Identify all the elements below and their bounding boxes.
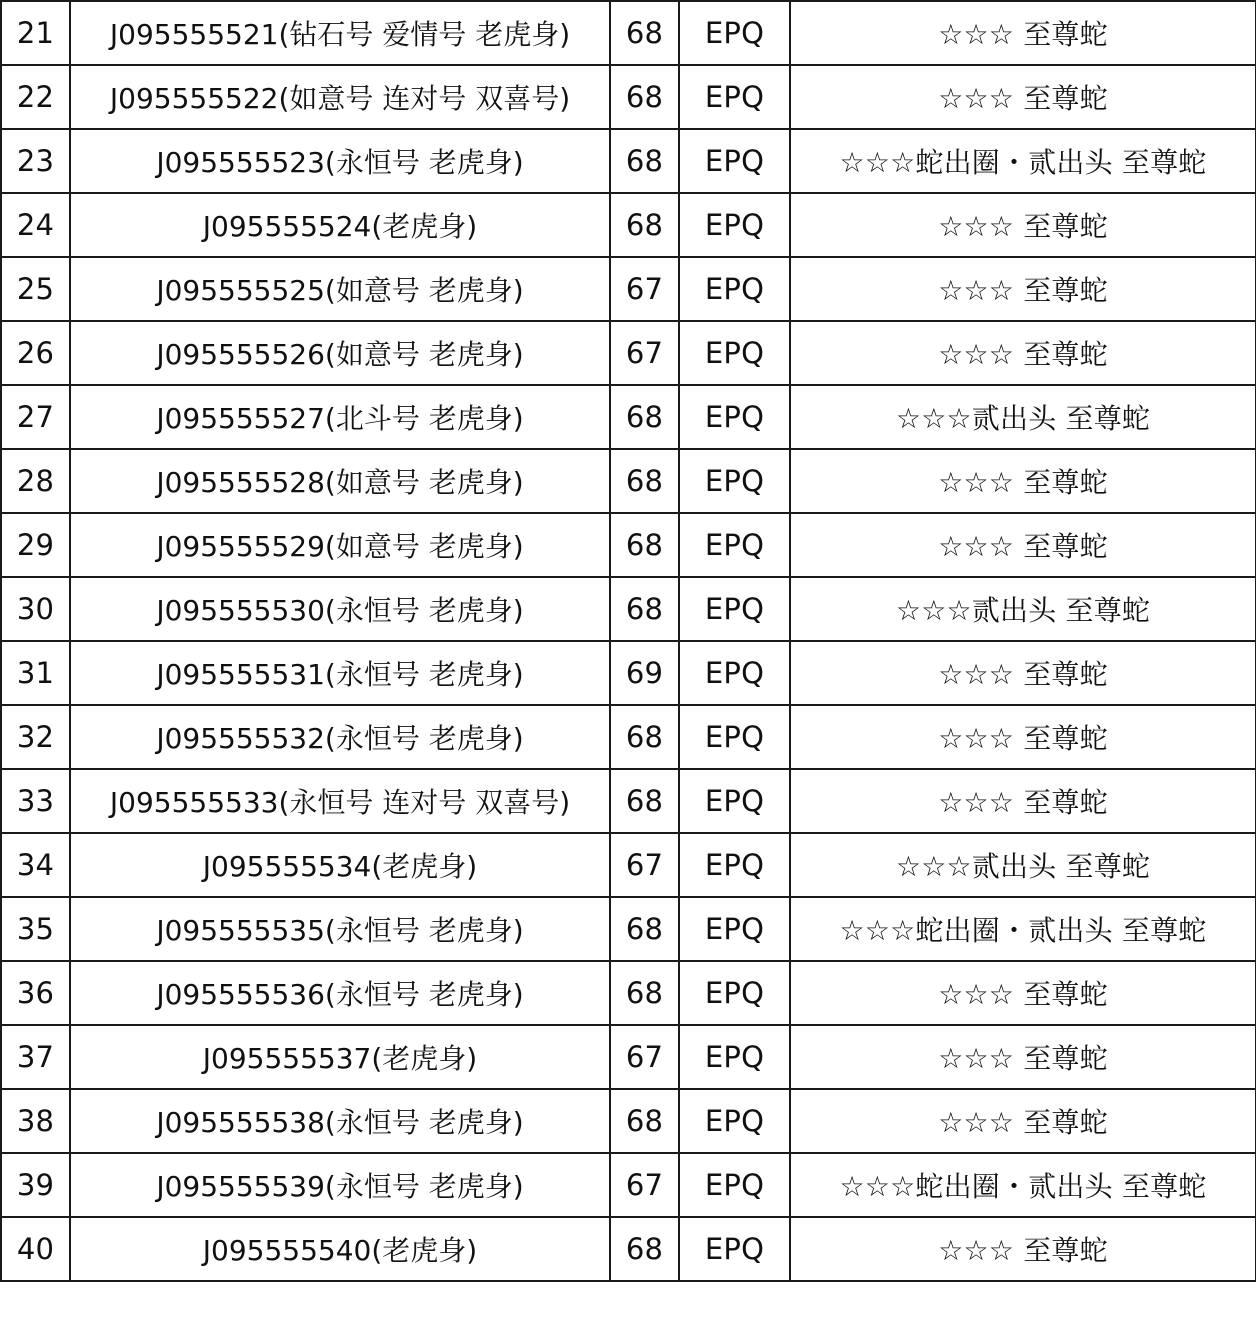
rating-note-cell: ☆☆☆ 至尊蛇 bbox=[790, 769, 1256, 833]
row-number-cell: 29 bbox=[1, 513, 70, 577]
serial-number-cell: J095555528(如意号 老虎身) bbox=[70, 449, 610, 513]
table-row bbox=[1, 1153, 1256, 1217]
table-body bbox=[1, 1, 1256, 1281]
score-cell: 68 bbox=[610, 897, 679, 961]
score-cell: 67 bbox=[610, 257, 679, 321]
table-row bbox=[1, 705, 1256, 769]
row-number-cell: 21 bbox=[1, 1, 70, 65]
table-row bbox=[1, 257, 1256, 321]
table-row bbox=[1, 961, 1256, 1025]
rating-note-cell: ☆☆☆ 至尊蛇 bbox=[790, 1025, 1256, 1089]
rating-note-cell: ☆☆☆ 至尊蛇 bbox=[790, 705, 1256, 769]
grade-cell: EPQ bbox=[679, 577, 790, 641]
row-number-cell: 32 bbox=[1, 705, 70, 769]
serial-number-cell: J095555531(永恒号 老虎身) bbox=[70, 641, 610, 705]
row-number-cell: 38 bbox=[1, 1089, 70, 1153]
rating-note-cell: ☆☆☆ 至尊蛇 bbox=[790, 961, 1256, 1025]
serial-number-cell: J095555529(如意号 老虎身) bbox=[70, 513, 610, 577]
score-cell: 67 bbox=[610, 833, 679, 897]
grade-cell: EPQ bbox=[679, 641, 790, 705]
serial-number-cell: J095555527(北斗号 老虎身) bbox=[70, 385, 610, 449]
grade-cell: EPQ bbox=[679, 449, 790, 513]
grade-cell: EPQ bbox=[679, 961, 790, 1025]
rating-note-cell: ☆☆☆ 至尊蛇 bbox=[790, 65, 1256, 129]
score-cell: 68 bbox=[610, 65, 679, 129]
rating-note-cell: ☆☆☆ 至尊蛇 bbox=[790, 641, 1256, 705]
rating-note-cell: ☆☆☆ 至尊蛇 bbox=[790, 1217, 1256, 1281]
table-row bbox=[1, 897, 1256, 961]
row-number-cell: 30 bbox=[1, 577, 70, 641]
score-cell: 68 bbox=[610, 1, 679, 65]
rating-note-cell: ☆☆☆蛇出圈・贰出头 至尊蛇 bbox=[790, 129, 1256, 193]
score-cell: 68 bbox=[610, 1217, 679, 1281]
grade-cell: EPQ bbox=[679, 1025, 790, 1089]
score-cell: 67 bbox=[610, 1025, 679, 1089]
row-number-cell: 27 bbox=[1, 385, 70, 449]
rating-note-cell: ☆☆☆蛇出圈・贰出头 至尊蛇 bbox=[790, 897, 1256, 961]
grade-cell: EPQ bbox=[679, 769, 790, 833]
serial-number-cell: J095555538(永恒号 老虎身) bbox=[70, 1089, 610, 1153]
score-cell: 67 bbox=[610, 1153, 679, 1217]
table-row bbox=[1, 1217, 1256, 1281]
grade-cell: EPQ bbox=[679, 513, 790, 577]
serial-number-cell: J095555524(老虎身) bbox=[70, 193, 610, 257]
rating-note-cell: ☆☆☆ 至尊蛇 bbox=[790, 321, 1256, 385]
row-number-cell: 31 bbox=[1, 641, 70, 705]
score-cell: 68 bbox=[610, 577, 679, 641]
serial-number-cell: J095555522(如意号 连对号 双喜号) bbox=[70, 65, 610, 129]
row-number-cell: 40 bbox=[1, 1217, 70, 1281]
row-number-cell: 36 bbox=[1, 961, 70, 1025]
row-number-cell: 39 bbox=[1, 1153, 70, 1217]
rating-note-cell: ☆☆☆ 至尊蛇 bbox=[790, 1089, 1256, 1153]
row-number-cell: 28 bbox=[1, 449, 70, 513]
serial-number-cell: J095555539(永恒号 老虎身) bbox=[70, 1153, 610, 1217]
row-number-cell: 26 bbox=[1, 321, 70, 385]
score-cell: 68 bbox=[610, 385, 679, 449]
grade-cell: EPQ bbox=[679, 1153, 790, 1217]
score-cell: 69 bbox=[610, 641, 679, 705]
grade-cell: EPQ bbox=[679, 1089, 790, 1153]
score-cell: 68 bbox=[610, 449, 679, 513]
table-row bbox=[1, 385, 1256, 449]
score-cell: 68 bbox=[610, 513, 679, 577]
score-cell: 67 bbox=[610, 321, 679, 385]
table-row bbox=[1, 449, 1256, 513]
serial-number-cell: J095555533(永恒号 连对号 双喜号) bbox=[70, 769, 610, 833]
serial-number-cell: J095555530(永恒号 老虎身) bbox=[70, 577, 610, 641]
grade-cell: EPQ bbox=[679, 129, 790, 193]
serial-number-cell: J095555534(老虎身) bbox=[70, 833, 610, 897]
table-row bbox=[1, 65, 1256, 129]
serial-number-cell: J095555535(永恒号 老虎身) bbox=[70, 897, 610, 961]
rating-note-cell: ☆☆☆ 至尊蛇 bbox=[790, 193, 1256, 257]
grade-cell: EPQ bbox=[679, 257, 790, 321]
score-cell: 68 bbox=[610, 769, 679, 833]
row-number-cell: 34 bbox=[1, 833, 70, 897]
table-row bbox=[1, 769, 1256, 833]
row-number-cell: 37 bbox=[1, 1025, 70, 1089]
rating-note-cell: ☆☆☆ 至尊蛇 bbox=[790, 449, 1256, 513]
serial-number-cell: J095555523(永恒号 老虎身) bbox=[70, 129, 610, 193]
rating-note-cell: ☆☆☆贰出头 至尊蛇 bbox=[790, 577, 1256, 641]
row-number-cell: 23 bbox=[1, 129, 70, 193]
serial-number-cell: J095555532(永恒号 老虎身) bbox=[70, 705, 610, 769]
row-number-cell: 24 bbox=[1, 193, 70, 257]
score-cell: 68 bbox=[610, 129, 679, 193]
grade-cell: EPQ bbox=[679, 897, 790, 961]
score-cell: 68 bbox=[610, 961, 679, 1025]
grade-cell: EPQ bbox=[679, 65, 790, 129]
row-number-cell: 33 bbox=[1, 769, 70, 833]
table-row bbox=[1, 641, 1256, 705]
table-row bbox=[1, 577, 1256, 641]
score-cell: 68 bbox=[610, 705, 679, 769]
rating-note-cell: ☆☆☆ 至尊蛇 bbox=[790, 257, 1256, 321]
grade-cell: EPQ bbox=[679, 1, 790, 65]
rating-note-cell: ☆☆☆ 至尊蛇 bbox=[790, 1, 1256, 65]
row-number-cell: 25 bbox=[1, 257, 70, 321]
rating-note-cell: ☆☆☆贰出头 至尊蛇 bbox=[790, 833, 1256, 897]
grade-cell: EPQ bbox=[679, 1217, 790, 1281]
serial-number-cell: J095555525(如意号 老虎身) bbox=[70, 257, 610, 321]
table-row bbox=[1, 833, 1256, 897]
table-row bbox=[1, 193, 1256, 257]
table-row bbox=[1, 513, 1256, 577]
serial-number-cell: J095555526(如意号 老虎身) bbox=[70, 321, 610, 385]
grade-cell: EPQ bbox=[679, 321, 790, 385]
grade-cell: EPQ bbox=[679, 193, 790, 257]
serial-number-cell: J095555521(钻石号 爱情号 老虎身) bbox=[70, 1, 610, 65]
table-row bbox=[1, 1, 1256, 65]
grade-cell: EPQ bbox=[679, 833, 790, 897]
rating-note-cell: ☆☆☆蛇出圈・贰出头 至尊蛇 bbox=[790, 1153, 1256, 1217]
serial-number-cell: J095555537(老虎身) bbox=[70, 1025, 610, 1089]
table-row bbox=[1, 1089, 1256, 1153]
table-row bbox=[1, 129, 1256, 193]
grade-cell: EPQ bbox=[679, 385, 790, 449]
serial-number-cell: J095555536(永恒号 老虎身) bbox=[70, 961, 610, 1025]
table-row bbox=[1, 1025, 1256, 1089]
rating-note-cell: ☆☆☆贰出头 至尊蛇 bbox=[790, 385, 1256, 449]
score-cell: 68 bbox=[610, 193, 679, 257]
row-number-cell: 35 bbox=[1, 897, 70, 961]
table-row bbox=[1, 321, 1256, 385]
score-cell: 68 bbox=[610, 1089, 679, 1153]
grade-cell: EPQ bbox=[679, 705, 790, 769]
rating-note-cell: ☆☆☆ 至尊蛇 bbox=[790, 513, 1256, 577]
serial-number-cell: J095555540(老虎身) bbox=[70, 1217, 610, 1281]
row-number-cell: 22 bbox=[1, 65, 70, 129]
